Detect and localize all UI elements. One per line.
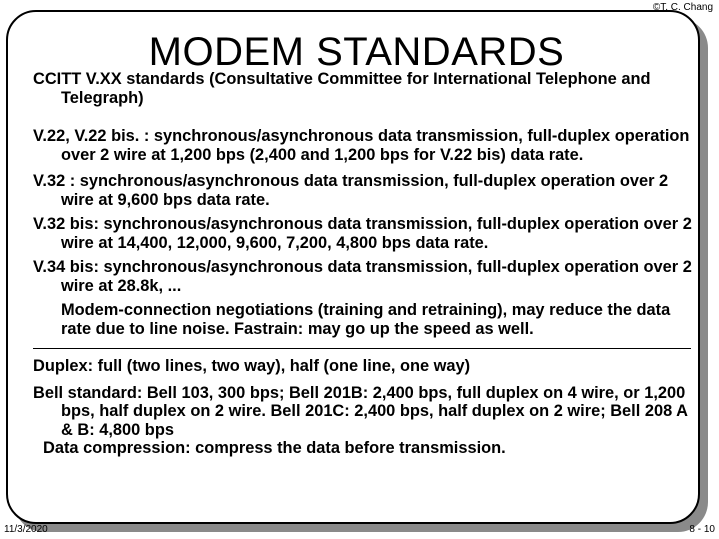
paragraph-v32: V.32 : synchronous/asynchronous data transmission, full-duplex operation over 2 wire at 9,600 bps data rate. [33, 172, 669, 209]
paragraph-bell: Bell standard: Bell 103, 300 bps; Bell 201B: 2,400 bps, full duplex on 4 wire, or 1,200 bps, half duplex on 2 wire. Bell 201C: 2,400 bps, half duplex on 2 wire; Bell 208 A & B: 4,800 bps [33, 383, 688, 439]
page-number: 8 - 10 [689, 524, 715, 535]
divider-line [33, 348, 691, 349]
slide-title [0, 30, 719, 75]
paragraph-v32bis: V.32 bis: synchronous/asynchronous data transmission, full-duplex operation over 2 wire at 14,400, 12,000, 9,600, 7,200, 4,800 bps data rate. [33, 215, 692, 252]
copyright-text: ©T. C. Chang [652, 2, 713, 13]
slide-body [33, 70, 693, 458]
slide-title-text: MODEM STANDARDS [148, 30, 565, 74]
paragraph-compression: Data compression: compress the data before transmission. [43, 439, 506, 457]
paragraph-v22: V.22, V.22 bis. : synchronous/asynchronous data transmission, full-duplex operation over 2 wire at 1,200 bps (2,400 and 1,200 bps for V.22 bis) data rate. [33, 127, 690, 164]
paragraph-ccitt: CCITT V.XX standards (Consultative Committee for International Telephone and Telegraph) [33, 70, 651, 107]
paragraph-duplex: Duplex: full (two lines, two way), half (one line, one way) [33, 357, 471, 375]
paragraph-negotiations: Modem-connection negotiations (training and retraining), may reduce the data rate due to line noise. Fastrain: may go up the speed as well. [61, 301, 671, 338]
paragraph-v34bis: V.34 bis: synchronous/asynchronous data transmission, full-duplex operation over 2 wire at 28.8k, ... [33, 258, 692, 295]
footer-date: 11/3/2020 [4, 524, 48, 535]
